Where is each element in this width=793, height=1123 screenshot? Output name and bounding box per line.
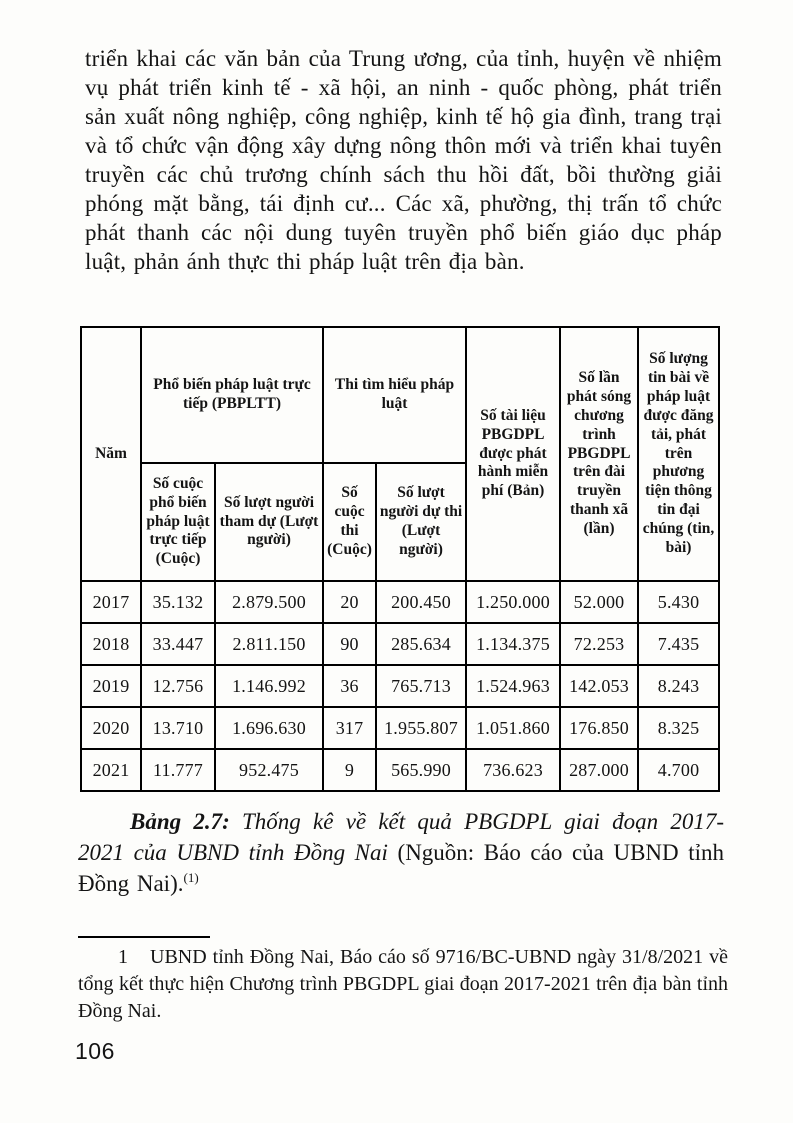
header-news-articles: Số lượng tin bài về pháp luật được đăng tải, phát trên phương tiện thông tin đại chúng (tin, bài): [638, 327, 719, 581]
footnote-separator: [78, 936, 210, 938]
table-row-2020: [81, 707, 719, 749]
table-row-2018: [81, 623, 719, 665]
cell-value: 1.250.000: [466, 581, 560, 623]
cell-value: 200.450: [376, 581, 466, 623]
table-row-2021: [81, 749, 719, 791]
cell-value: 4.700: [638, 749, 719, 791]
caption-title: Thống kê về kết quả PBGDPL giai đoạn 2017-2021 của UBND tỉnh Đồng Nai: [78, 809, 724, 865]
cell-value: 1.696.630: [215, 707, 323, 749]
cell-value: 90: [323, 623, 376, 665]
cell-value: 765.713: [376, 665, 466, 707]
header-broadcast-count: Số lần phát sóng chương trình PBGDPL trên đài truyền thanh xã (lần): [560, 327, 638, 581]
cell-value: 565.990: [376, 749, 466, 791]
cell-value: 11.777: [141, 749, 215, 791]
caption-footnote-ref: (1): [183, 870, 199, 885]
cell-value: 12.756: [141, 665, 215, 707]
cell-value: 2.879.500: [215, 581, 323, 623]
cell-value: 8.325: [638, 707, 719, 749]
cell-value: 176.850: [560, 707, 638, 749]
cell-value: 1.134.375: [466, 623, 560, 665]
cell-value: 736.623: [466, 749, 560, 791]
cell-value: 35.132: [141, 581, 215, 623]
cell-value: 1.955.807: [376, 707, 466, 749]
cell-value: 8.243: [638, 665, 719, 707]
footnote-text: UBND tỉnh Đồng Nai, Báo cáo số 9716/BC-UBND ngày 31/8/2021 về tổng kết thực hiện Chương trình PBGDPL giai đoạn 2017-2021 trên địa bàn tỉnh Đồng Nai.: [78, 946, 728, 1022]
footnote: [78, 944, 728, 1025]
header-free-documents: Số tài liệu PBGDPL được phát hành miễn phí (Bản): [466, 327, 560, 581]
footnote-area: [78, 936, 728, 1025]
table-row-2019: [81, 665, 719, 707]
caption-source: (Nguồn: Báo cáo của UBND tỉnh Đồng Nai).: [78, 840, 725, 896]
table-caption: [78, 806, 724, 899]
cell-value: 1.146.992: [215, 665, 323, 707]
cell-value: 52.000: [560, 581, 638, 623]
cell-year: 2018: [81, 623, 141, 665]
header-contests-count: Số cuộc thi (Cuộc): [323, 463, 376, 581]
cell-year: 2021: [81, 749, 141, 791]
page-number: 106: [75, 1038, 115, 1064]
cell-value: 285.634: [376, 623, 466, 665]
cell-value: 317: [323, 707, 376, 749]
header-contestants-count: Số lượt người dự thi (Lượt người): [376, 463, 466, 581]
cell-value: 287.000: [560, 749, 638, 791]
cell-value: 20: [323, 581, 376, 623]
stats-table: [80, 326, 720, 792]
table-container: [80, 326, 718, 792]
footnote-marker: 1: [118, 946, 128, 968]
header-year: Năm: [81, 327, 141, 581]
header-attendees-count: Số lượt người tham dự (Lượt người): [215, 463, 323, 581]
cell-value: 13.710: [141, 707, 215, 749]
header-group-law-contest: Thi tìm hiểu pháp luật: [323, 327, 466, 463]
cell-value: 72.253: [560, 623, 638, 665]
cell-value: 33.447: [141, 623, 215, 665]
cell-year: 2020: [81, 707, 141, 749]
cell-value: 2.811.150: [215, 623, 323, 665]
cell-value: 9: [323, 749, 376, 791]
cell-value: 142.053: [560, 665, 638, 707]
header-sessions-count: Số cuộc phổ biến pháp luật trực tiếp (Cuộc): [141, 463, 215, 581]
cell-value: 1.051.860: [466, 707, 560, 749]
cell-value: 36: [323, 665, 376, 707]
body-paragraph: triển khai các văn bản của Trung ương, của tỉnh, huyện về nhiệm vụ phát triển kinh tế - xã hội, an ninh - quốc phòng, phát triển sản xuất nông nghiệp, công nghiệp, kinh tế hộ gia đình, trang trại và tổ chức vận động xây dựng nông thôn mới và triển khai tuyên truyền các chủ trương chính sách thu hồi đất, bồi thường giải phóng mặt bằng, tái định cư... Các xã, phường, thị trấn tổ chức phát thanh các nội dung tuyên truyền phổ biến giáo dục pháp luật, phản ánh thực thi pháp luật trên địa bàn.: [85, 46, 722, 274]
cell-value: 1.524.963: [466, 665, 560, 707]
cell-year: 2017: [81, 581, 141, 623]
header-group-direct-dissemination: Phổ biến pháp luật trực tiếp (PBPLTT): [141, 327, 323, 463]
cell-value: 5.430: [638, 581, 719, 623]
cell-value: 952.475: [215, 749, 323, 791]
table-row-2017: [81, 581, 719, 623]
cell-value: 7.435: [638, 623, 719, 665]
cell-year: 2019: [81, 665, 141, 707]
caption-label: Bảng 2.7:: [130, 809, 230, 834]
